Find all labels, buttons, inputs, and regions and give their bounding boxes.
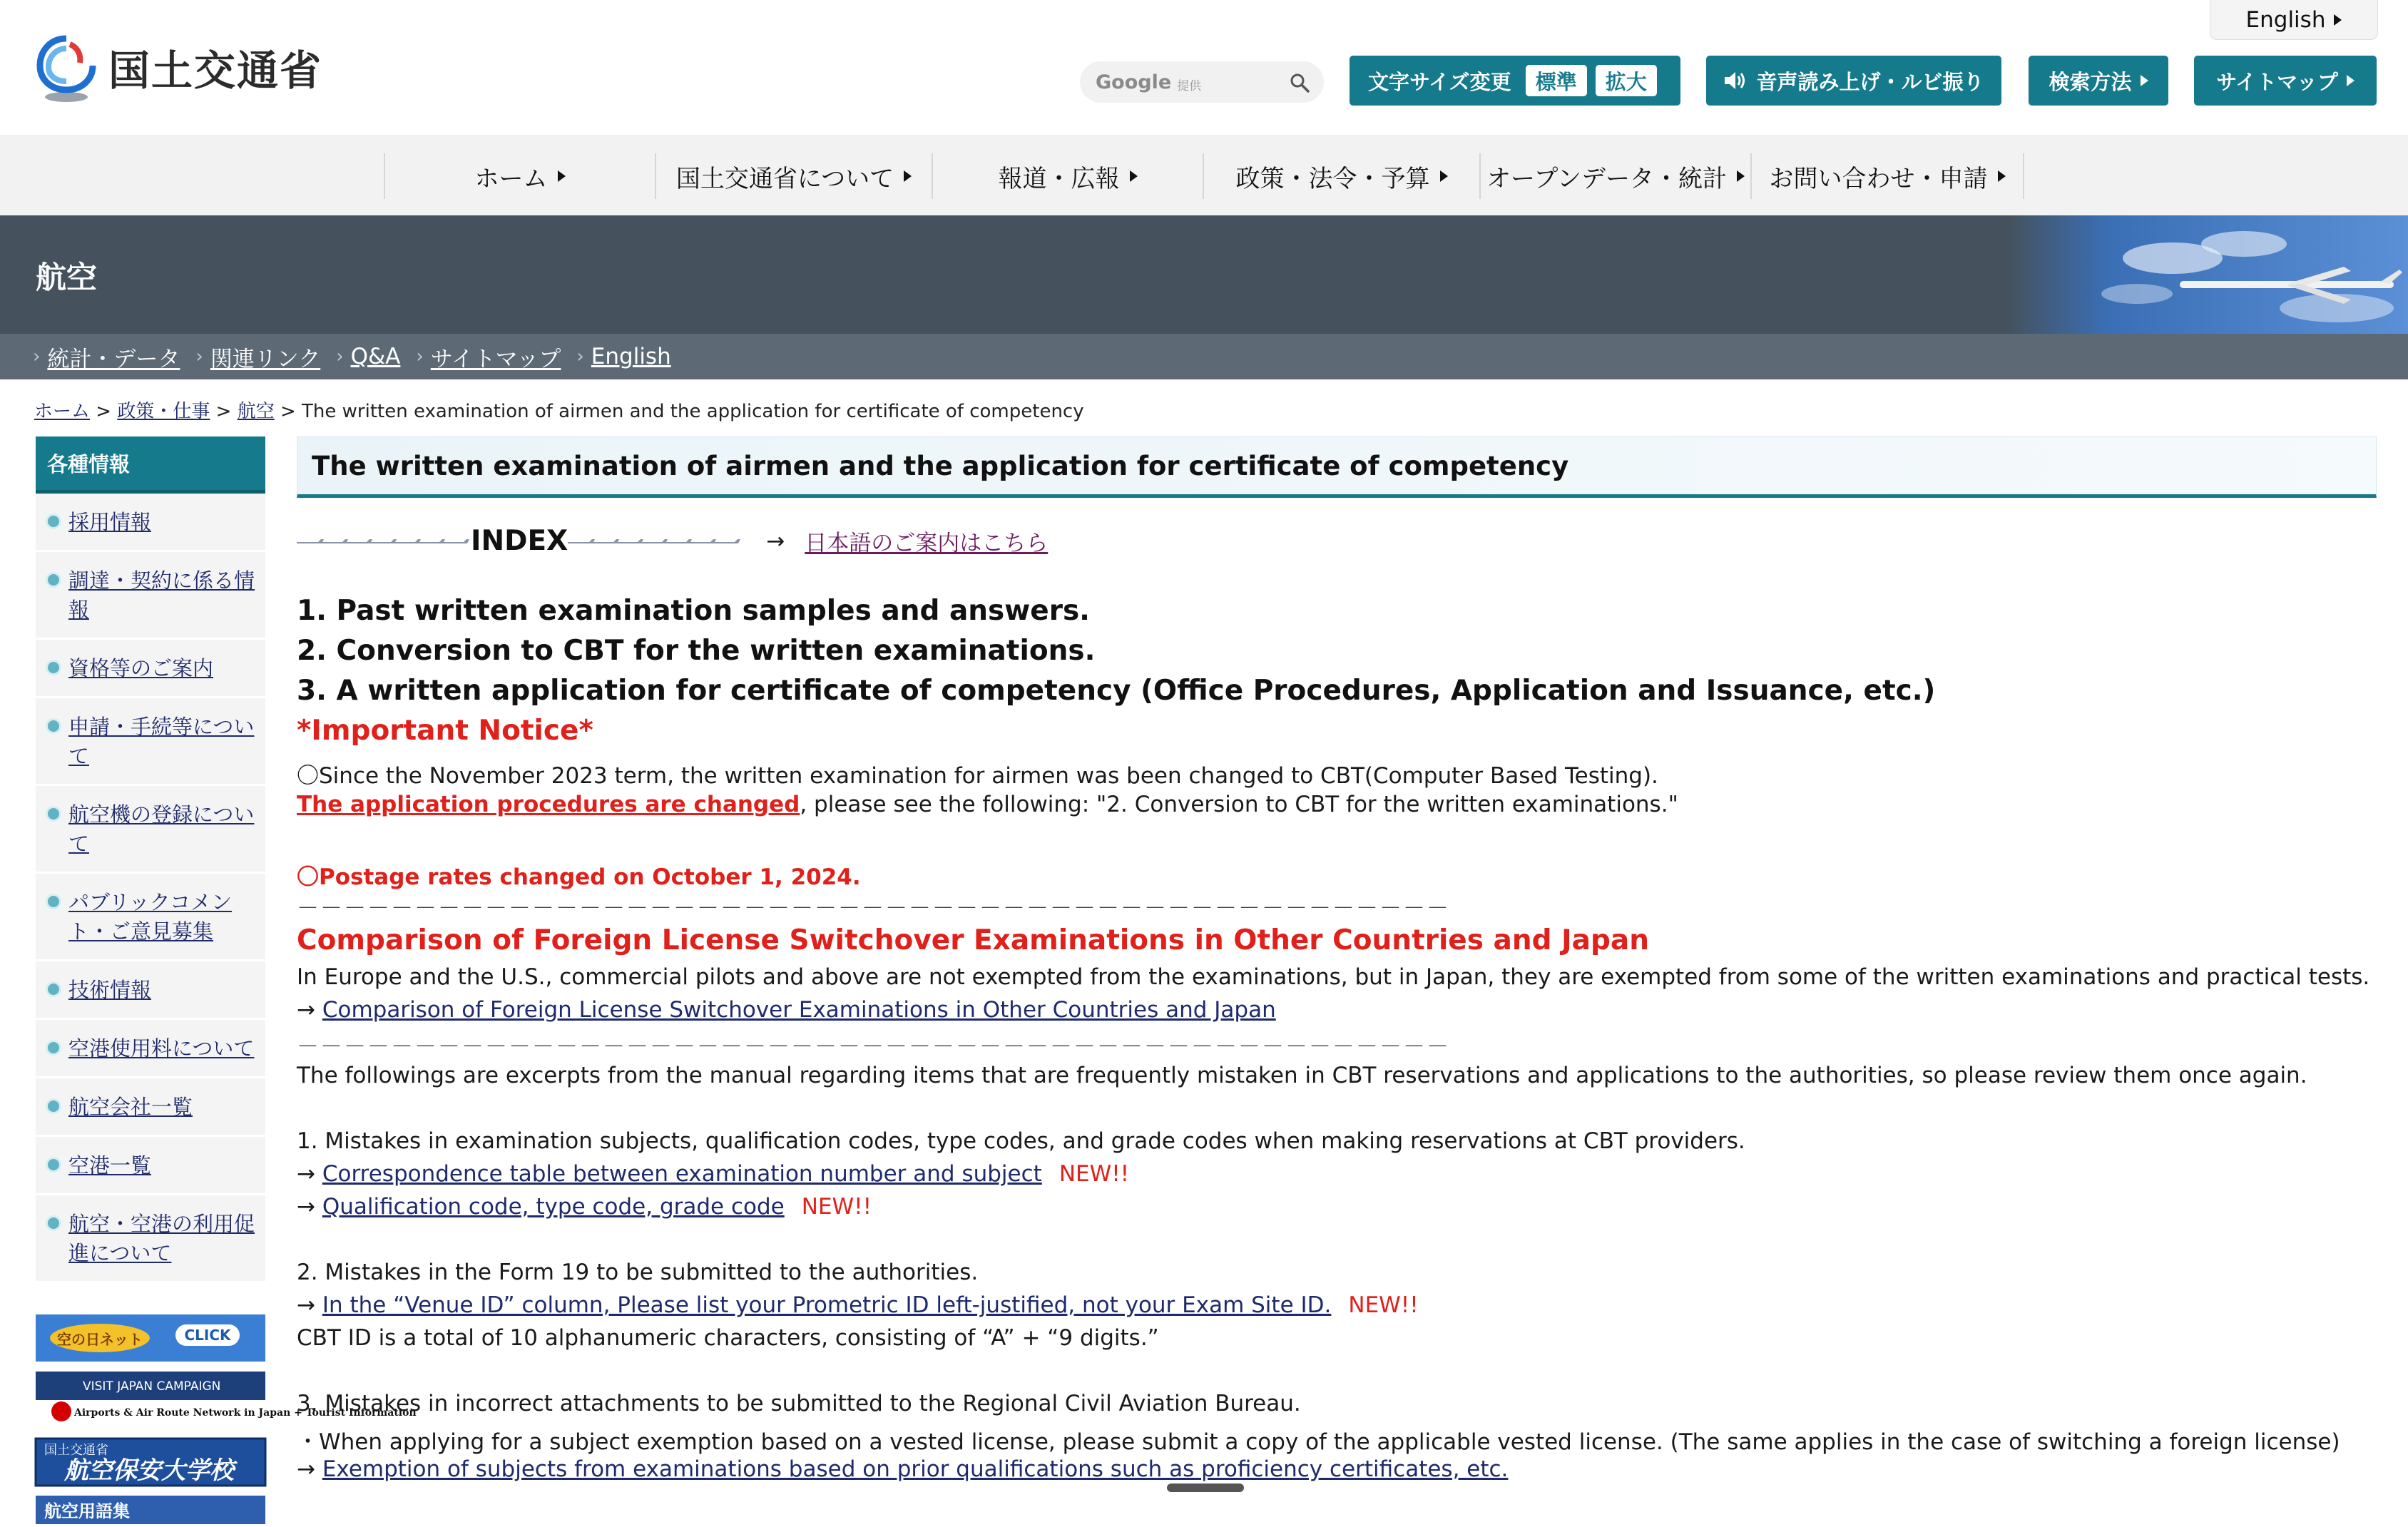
divider-line: －－－－－－－－－－－－－－－－－－－－－－－－－－－－－－－－－－－－－－－－－－－－－－－－－ <box>297 896 1450 921</box>
subnav-item-english[interactable] <box>576 344 670 369</box>
subnav-item-label: English <box>591 344 671 369</box>
chevron-right-icon: › <box>336 346 344 367</box>
site-header <box>0 0 2408 136</box>
bullet-icon <box>46 1215 61 1231</box>
font-size-label: 文字サイズ変更 <box>1368 69 1511 94</box>
triangle-right-icon <box>2347 75 2355 86</box>
sidebar-item-applications[interactable] <box>36 698 265 786</box>
sidebar-item-link[interactable]: 調達・契約に係る情報 <box>68 568 255 622</box>
sky-day-label: 空の日ネット <box>57 1331 143 1348</box>
index-row <box>297 525 1048 557</box>
scroll-handle[interactable] <box>1167 1483 1244 1492</box>
sidebar-item-promotion[interactable] <box>36 1195 265 1283</box>
nav-item-opendata[interactable] <box>1479 153 1750 199</box>
subnav-item-qa[interactable] <box>336 344 400 369</box>
nav-item-label: お問い合わせ・申請 <box>1769 164 1988 193</box>
breadcrumb-separator: > <box>215 401 232 422</box>
sidebar-item-aircraft-registration[interactable] <box>36 786 265 874</box>
airplane-row-icon <box>568 532 742 551</box>
sidebar-item-airlines[interactable] <box>36 1078 265 1137</box>
subnav-item-label: サイトマップ <box>430 346 561 372</box>
comparison-link-row <box>297 997 1276 1023</box>
chevron-right-icon: › <box>195 346 203 367</box>
bullet-icon <box>46 1040 61 1056</box>
nav-item-label: ホーム <box>474 164 548 193</box>
bullet-icon <box>46 514 61 529</box>
section-subnav <box>0 334 2408 379</box>
bullet-icon <box>46 981 61 997</box>
sidebar-item-procurement[interactable] <box>36 552 265 640</box>
sidebar-item-link[interactable]: 資格等のご案内 <box>68 656 214 680</box>
postage-notice: 〇Postage rates changed on October 1, 2024. <box>297 864 861 890</box>
sidebar <box>36 436 417 1527</box>
sidebar-item-link[interactable]: 空港一覧 <box>68 1153 152 1178</box>
breadcrumb-aviation-link[interactable]: 航空 <box>237 401 275 422</box>
global-nav <box>0 136 2408 215</box>
arrow-icon: → <box>297 1194 315 1220</box>
arrow-icon: → <box>297 1456 315 1482</box>
section-title: 航空 <box>36 260 97 296</box>
breadcrumb-separator: > <box>280 401 296 422</box>
subnav-item-statistics[interactable] <box>33 341 180 373</box>
speech-ruby-label: 音声読み上げ・ルビ振り <box>1756 69 1984 94</box>
nav-item-label: 政策・法令・予算 <box>1235 164 1430 193</box>
comparison-text: In Europe and the U.S., commercial pilots and above are not exempted from the examinations, but in Japan, they are exempted from some of the written examinations and practical tests. <box>297 964 2370 990</box>
nav-item-about[interactable] <box>655 153 932 199</box>
cbt-id-text: CBT ID is a total of 10 alphanumeric characters, consisting of “A” + “9 digits.” <box>297 1325 1159 1351</box>
speaker-icon <box>1723 70 1748 91</box>
bullet-icon <box>46 894 61 909</box>
new-badge: NEW!! <box>1348 1292 1419 1318</box>
mistake-3-link-row <box>297 1456 1508 1482</box>
nav-item-label: 報道・広報 <box>998 164 1120 193</box>
sitemap-label: サイトマップ <box>2216 69 2338 94</box>
nav-item-label: 国土交通省について <box>675 164 894 193</box>
triangle-right-icon <box>2141 75 2148 86</box>
triangle-right-icon <box>1130 170 1138 182</box>
new-badge: NEW!! <box>1058 1161 1130 1187</box>
airplane-sky-image <box>2009 215 2408 334</box>
bullet-icon <box>46 1157 61 1173</box>
new-badge: NEW!! <box>801 1194 872 1220</box>
subnav-item-links[interactable] <box>195 341 320 373</box>
nav-item-contact[interactable] <box>1750 153 2024 199</box>
mistake-2-text: 2. Mistakes in the Form 19 to be submitted to the authorities. <box>297 1260 979 1285</box>
triangle-right-icon <box>2334 14 2342 26</box>
procedures-changed-text: , please see the following: "2. Conversion to CBT for the written examinations." <box>800 792 1678 817</box>
visit-japan-line1: VISIT JAPAN CAMPAIGN <box>83 1379 221 1394</box>
procedures-changed-link[interactable]: The application procedures are changed <box>297 792 800 817</box>
breadcrumb <box>34 397 1084 423</box>
font-size-control <box>1350 56 1680 106</box>
triangle-right-icon <box>1440 170 1448 182</box>
bullet-icon <box>46 806 61 822</box>
main-content <box>297 436 2377 1482</box>
bullet-icon <box>46 660 61 675</box>
qualification-code-link[interactable]: Qualification code, type code, grade code <box>322 1194 785 1220</box>
bullet-icon <box>46 572 61 588</box>
subnav-item-label: Q&A <box>350 344 401 369</box>
search-icon[interactable] <box>1290 73 1310 93</box>
followings-text: The followings are excerpts from the manual regarding items that are frequently mistaken in CBT reservations and applications to the authorities, so please review them once again. <box>297 1063 2307 1088</box>
nav-item-policy[interactable] <box>1203 153 1479 199</box>
mistake-1-text: 1. Mistakes in examination subjects, qualification codes, type codes, and grade codes when making reservations at CBT providers. <box>297 1128 1745 1154</box>
sidebar-item-qualifications[interactable] <box>36 640 265 698</box>
section-banner <box>0 215 2408 334</box>
sidebar-item-link[interactable]: 航空会社一覧 <box>68 1095 193 1119</box>
aviation-glossary-banner[interactable] <box>36 1496 265 1524</box>
breadcrumb-current: The written examination of airmen and the application for certificate of competency <box>302 401 1084 422</box>
nav-item-label: オープンデータ・統計 <box>1486 164 1727 193</box>
triangle-right-icon <box>904 170 912 182</box>
breadcrumb-separator: > <box>96 401 112 422</box>
sidebar-item-link[interactable]: 航空機の登録について <box>68 802 255 856</box>
mistake-2-link-row <box>297 1292 1419 1318</box>
sidebar-item-link[interactable]: 技術情報 <box>68 978 152 1002</box>
sitemap-button[interactable] <box>2194 56 2377 106</box>
chevron-right-icon: › <box>416 346 424 367</box>
sidebar-item-public-comment[interactable] <box>36 874 265 961</box>
sidebar-item-recruitment[interactable] <box>36 494 265 552</box>
visit-japan-banner[interactable] <box>36 1372 417 1429</box>
sidebar-item-link[interactable]: 採用情報 <box>68 510 152 534</box>
comparison-title: Comparison of Foreign License Switchover Examinations in Other Countries and Japan <box>297 924 1649 956</box>
subject-exemption-link[interactable]: Exemption of subjects from examinations based on prior qualifications such as proficiency certificates, etc. <box>322 1456 1509 1482</box>
search-method-button[interactable] <box>2029 56 2168 106</box>
sidebar-item-airport-fees[interactable] <box>36 1020 265 1078</box>
triangle-right-icon <box>558 170 566 182</box>
venue-id-link[interactable]: In the “Venue ID” column, Please list your Prometric ID left-justified, not your Exam Site ID. <box>322 1292 1332 1318</box>
bullet-icon <box>46 1098 61 1114</box>
subnav-item-sitemap[interactable] <box>416 341 561 373</box>
bullet-icon <box>46 718 61 734</box>
vested-license-text: ・When applying for a subject exemption based on a vested license, please submit a copy of the applicable vested license. (The same applies in the case of switching a foreign license) <box>297 1429 2340 1455</box>
site-search-input[interactable] <box>1080 61 1324 103</box>
nav-item-press[interactable] <box>932 153 1203 199</box>
college-line2: 航空保安大学校 <box>64 1456 234 1485</box>
subnav-item-label: 統計・データ <box>47 346 180 372</box>
site-logo-text[interactable]: 国土交通省 <box>108 46 323 95</box>
sidebar-item-airports[interactable] <box>36 1137 265 1195</box>
visit-japan-line2: Airports & Air Route Network in Japan + Tourist Information <box>74 1407 417 1419</box>
nav-item-home[interactable] <box>384 153 655 199</box>
english-language-label: English <box>2245 6 2326 33</box>
triangle-right-icon <box>1737 170 1745 182</box>
page-title: The written examination of airmen and the application for certificate of competency <box>297 436 2377 498</box>
breadcrumb-policy-link[interactable]: 政策・仕事 <box>117 401 210 422</box>
search-method-label: 検索方法 <box>2049 69 2132 94</box>
sidebar-item-technical-info[interactable] <box>36 961 265 1020</box>
speech-ruby-button[interactable] <box>1706 56 2001 106</box>
divider-line: －－－－－－－－－－－－－－－－－－－－－－－－－－－－－－－－－－－－－－－－－－－－－－－－－ <box>297 1034 1450 1060</box>
google-brand-label: Google <box>1096 71 1172 93</box>
airplane-row-icon <box>297 532 471 551</box>
mlit-logo-icon[interactable] <box>34 34 98 104</box>
font-size-large-button[interactable]: 拡大 <box>1596 65 1657 96</box>
font-size-standard-button[interactable]: 標準 <box>1526 65 1587 96</box>
arrow-icon: → <box>297 1292 315 1318</box>
arrow-icon: → <box>297 997 315 1023</box>
aviation-college-banner[interactable] <box>36 1439 265 1486</box>
mistake-3-text: 3. Mistakes in incorrect attachments to be submitted to the Regional Civil Aviation Bureau. <box>297 1391 1301 1416</box>
breadcrumb-home-link[interactable]: ホーム <box>34 401 91 422</box>
triangle-right-icon <box>1998 170 2006 182</box>
sidebar-item-link[interactable]: パブリックコメント・ご意見募集 <box>68 890 233 944</box>
index-arrow: → <box>766 528 785 554</box>
click-label: CLICK <box>184 1327 231 1344</box>
subnav-item-label: 関連リンク <box>210 346 321 372</box>
sky-day-banner[interactable] <box>36 1314 265 1362</box>
sidebar-item-link[interactable]: 申請・手続等について <box>68 715 255 768</box>
glossary-label: 航空用語集 <box>44 1501 130 1521</box>
heading-application[interactable]: 3. A written application for certificate of competency (Office Procedures, Application and Issuance, etc.) <box>297 675 1936 707</box>
notice-cbt-change: 〇Since the November 2023 term, the written examination for airmen was been changed to CBT(Computer Based Testing). <box>297 763 1658 789</box>
comparison-link[interactable]: Comparison of Foreign License Switchover Examinations in Other Countries and Japan <box>322 997 1276 1023</box>
heading-past-exams[interactable]: 1. Past written examination samples and answers. <box>297 595 1090 627</box>
chevron-right-icon: › <box>33 346 41 367</box>
google-provided-label: 提供 <box>1177 78 1202 93</box>
exam-subject-table-link[interactable]: Correspondence table between examination number and subject <box>322 1161 1042 1187</box>
japanese-guide-link[interactable]: 日本語のご案内はこちら <box>805 531 1049 556</box>
mistake-1-link-row <box>297 1161 1129 1187</box>
sidebar-item-link[interactable]: 空港使用料について <box>68 1036 255 1061</box>
chevron-right-icon: › <box>576 346 584 367</box>
sidebar-item-link[interactable]: 航空・空港の利用促進について <box>68 1212 255 1265</box>
notice-procedures-row <box>297 792 1678 817</box>
important-notice-title: *Important Notice* <box>297 715 593 747</box>
sidebar-heading: 各種情報 <box>36 436 265 494</box>
english-language-button[interactable] <box>2210 0 2378 40</box>
college-line1: 国土交通省 <box>44 1443 108 1458</box>
index-label: INDEX <box>471 525 568 557</box>
mistake-1-link-row <box>297 1194 872 1220</box>
arrow-icon: → <box>297 1161 315 1187</box>
heading-cbt-conversion[interactable]: 2. Conversion to CBT for the written examinations. <box>297 635 1096 667</box>
